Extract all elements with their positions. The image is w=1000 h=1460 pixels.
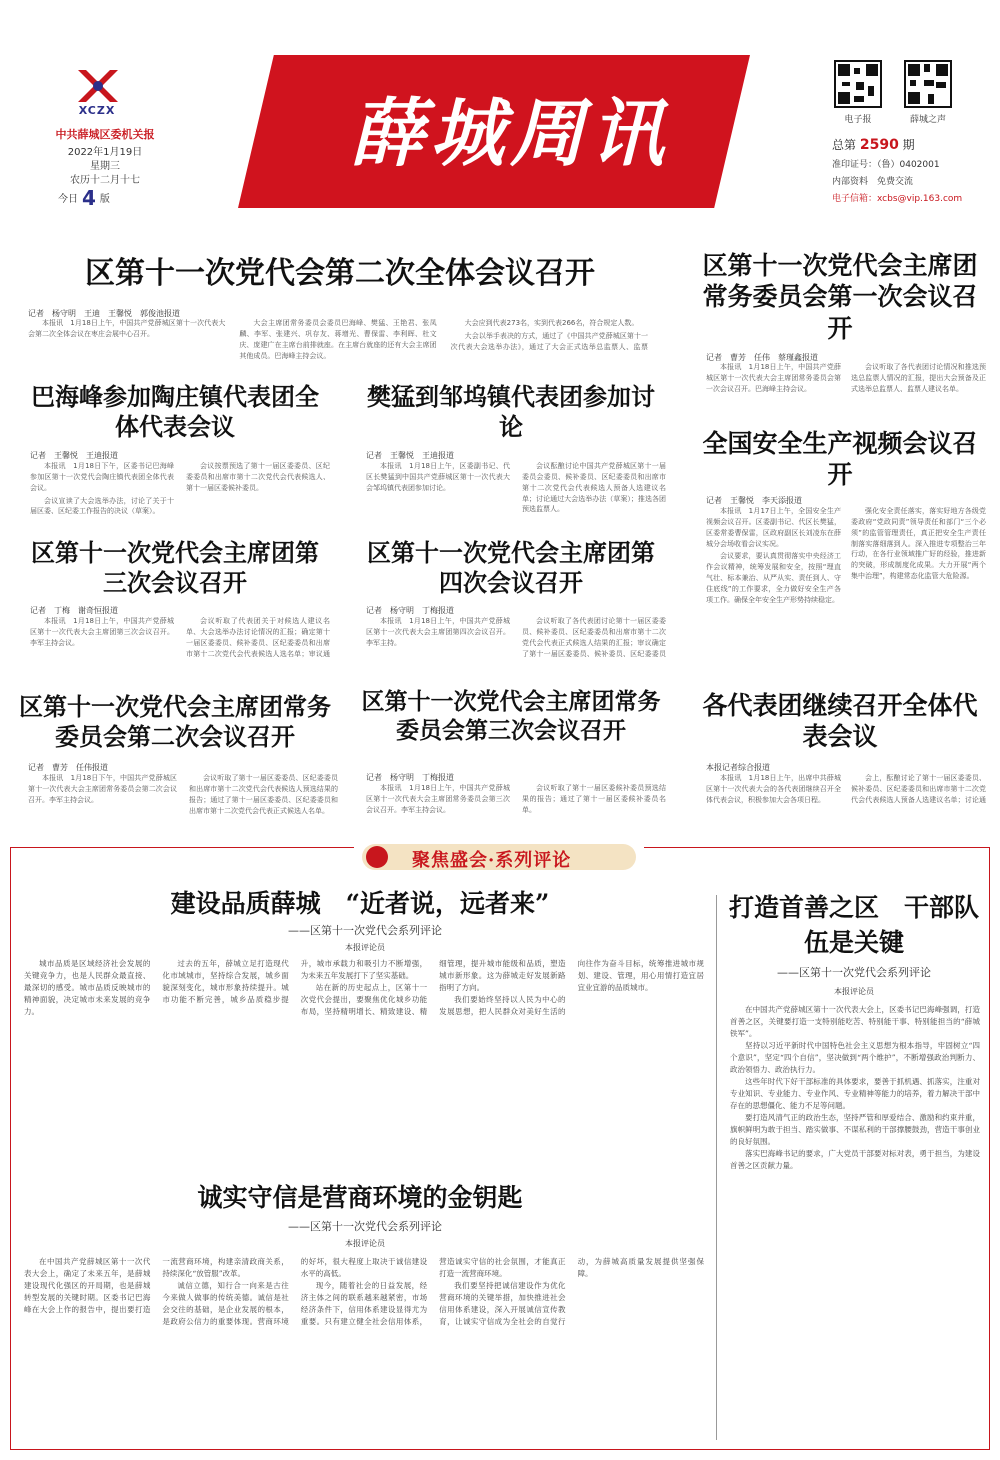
article-body: 本报讯 1月18日下午，区委书记巴海峰参加区第十一次党代会陶庄镇代表团全体代表会议。 会议宣读了大会选举办法，讨论了关于十届区委、区纪委工作报告的决议（草案）。 会议按票预选了第十一届区委委员、区纪委委员和出席市第十二次党代会代表候选人、第十一届区委候补委员。 [30, 462, 330, 516]
article-byline: 记者 王馨悦 李天添报道 [706, 496, 802, 505]
commentary-title: 打造首善之区 干部队伍是关键 [728, 893, 979, 957]
page-count: 今日 4 版 [58, 186, 110, 210]
article-title: 区第十一次党代会主席团第三次会议召开 [31, 538, 319, 597]
issue-weekday: 星期三 [90, 161, 120, 172]
commentary-title: 建设品质薛城 “近者说，远者来” [170, 889, 550, 918]
commentary-author: 本报评论员 [345, 1239, 385, 1248]
contact-email[interactable]: 电子信箱：xcbs@vip.163.com [832, 194, 963, 204]
article-title: 樊猛到邹坞镇代表团参加讨论 [367, 382, 655, 441]
article-byline: 记者 王馨悦 王迪报道 [30, 451, 118, 460]
lunar-date: 农历十二月十七 [70, 175, 140, 186]
article-title: 区第十一次党代会主席团常务委员会第三次会议召开 [361, 688, 661, 744]
qr-label-epaper: 电子报 [844, 115, 872, 125]
article-body: 本报讯 1月18日上午，中国共产党薛城区第十一次代表大会主席团第四次会议召开。李军主持。 会议听取了各代表团讨论第十一届区委委员、候补委员、区纪委委员和出席市第十二次党代会代表正式候选人结果的汇报；审议确定了第十一届区委委员、候补委员、区纪委委员 [366, 617, 666, 658]
article-body: 本报讯 1月18日上午，中国共产党薛城区第十一次代表大会主席团第三次会议召开。李军主持会议。 会议听取了代表团关于对候选人建议名单、大会选举办法讨论情况的汇报；确定第十一届区委委员、候补委员、区纪委委员和出席市第十二次党代会代表候选人选名单；审议通 [30, 617, 330, 658]
article-title: 巴海峰参加陶庄镇代表团全体代表会议 [31, 382, 319, 441]
issue-date: 2022年1月19日 [67, 147, 143, 158]
article-body: 本报讯 1月18日上午，出席中共薛城区第十一次代表大会的各代表团继续召开全体代表会议，积极参加大会各项日程。 会上，酝酿讨论了第十一届区委委员、候补委员、区纪委委员和出席市第十二次党代会代表候选人预备人选建议名单；讨论通 [706, 774, 986, 804]
article-body: 本报讯 1月18日上午，中国共产党薛城区第十一次代表大会主席团常务委员会第三次会议召开。李军主持会议。 会议听取了第十一届区委候补委员预选结果的报告；通过了第十一届区委候补委员名单。 [366, 784, 666, 814]
article-byline: 记者 杨守明 王迪 王馨悦 郭俊池报道 [28, 309, 180, 318]
article-title: 全国安全生产视频会议召开 [702, 429, 978, 490]
print-permit: 准印证号：（鲁）0402001 [832, 160, 940, 170]
article-body: 本报讯 1月18日上午，区委副书记、代区长樊猛到中国共产党薛城区第十一次代表大会邹坞镇代表团参加讨论。 会议酝酿讨论中国共产党薛城区第十一届委员会委员、候补委员、区纪委委员和出席市第十二次党代会代表候选人预备人选建议名单；讨论通过大会选举办法（草案）；推选各团预选监票人。 [366, 462, 666, 514]
commentary-body: 在中国共产党薛城区第十一次代表大会上，区委书记巴海峰强调，打造首善之区，关键要打造一支特别能吃苦、特别能干事、特别能担当的“薛城铁军”。 坚持以习近平新时代中国特色社会主义思想为根本指导，牢固树立“四个意识”，坚定“四个自信”，坚决做到“两个维护”，不断增强政治判断力、政治领悟力、政治执行力。 这些年时代下好干部标准的具体要求，要善于抓机遇、抓落实，注重对专业知识、专业能力、专业作风、专业精神等能力的培养，着力解决干部中存在的思想僵化、能力不足等问题。 要打造风清气正的政治生态，坚持严管和厚爱结合、激励和约束并重，旗帜鲜明为敢于担当、踏实做事、不谋私利的干部撑腰鼓劲，营造干事创业的良好氛围。 落实巴海峰书记的要求，广大党员干部要对标对表，勇于担当，为建设首善之区贡献力量。 [730, 1005, 980, 1170]
commentary-author: 本报评论员 [345, 943, 385, 952]
commentary-author: 本报评论员 [834, 987, 874, 996]
article-byline: 记者 杨守明 丁梅报道 [366, 773, 454, 782]
internal-note: 内部资料 免费交流 [832, 177, 914, 187]
qr-label-voice: 薛城之声 [909, 115, 946, 125]
article-byline: 记者 曹芳 任伟 蔡瑾鑫报道 [706, 353, 818, 362]
article-title: 区第十一次党代会主席团常务委员会第一次会议召开 [702, 251, 978, 343]
issue-number: 总第 2590 期 [832, 137, 915, 153]
publisher-org: 中共薛城区委机关报 [55, 128, 155, 141]
article-byline: 本报记者综合报道 [706, 763, 770, 772]
commentary-body: 在中国共产党薛城区第十一次代表大会上，确定了未来五年，是薛城建设现代化强区的开局期，也是薛城转型发展的关键时期。区委书记巴海峰在大会上作的报告中，提出要打造一流营商环境，构建亲清政商关系，持续深化“放管服”改革。 诚信立德，知行合一向来是古往今来做人做事的传统美德。诚信是社会交往的基础，是企业发展的根本，是政府公信力的重要体现。营商环境的好坏，很大程度上取决于诚信建设水平的高低。 现今，随着社会的日益发展，经济主体之间的联系越来越紧密，市场经济条件下，信用体系建设显得尤为重要。只有建立健全社会信用体系，营造诚实守信的社会氛围，才能真正打造一流营商环境。 我们要坚持把诚信建设作为优化营商环境的关键举措，加快推进社会信用体系建设，深入开展诚信宣传教育，让诚实守信成为全社会的自觉行动，为薛城高质量发展提供坚强保障。 [24, 1257, 704, 1326]
section-banner: 聚焦盛会·系列评论 [354, 840, 644, 874]
qr-code-epaper-icon[interactable] [834, 60, 882, 108]
commentary-subtitle: ——区第十一次党代会系列评论 [288, 1220, 442, 1233]
article-byline: 记者 王馨悦 王迪报道 [366, 451, 454, 460]
article-byline: 记者 丁梅 谢奇恒报道 [30, 606, 118, 615]
article-title: 各代表团继续召开全体代表会议 [702, 691, 978, 752]
commentary-title: 诚实守信是营商环境的金钥匙 [197, 1183, 523, 1212]
column-divider [716, 895, 717, 1440]
commentary-body: 城市品质是区域经济社会发展的关键竞争力，也是人民群众最直接、最深切的感受。城市品质反映城市的精神面貌，决定城市未来发展的竞争力。 过去的五年，薛城立足打造现代化市域城市，坚持综合发展，城乡面貌深刻变化，城市形象持续提升。城市功能不断完善，城乡品质稳步提升，城市承载力和吸引力不断增强，为未来五年发展打下了坚实基础。 站在新的历史起点上，区第十一次党代会提出，要聚焦优化城乡功能布局，坚持精明增长、精致建设、精细管理，提升城市能级和品质，塑造城市新形象。这为薛城走好发展新路指明了方向。 我们要始终坚持以人民为中心的发展思想，把人民群众对美好生活的向往作为奋斗目标，统筹推进城市规划、建设、管理，用心用情打造宜居宜业宜游的品质城市。 [24, 959, 704, 1016]
logo-text: XCZX [78, 104, 116, 117]
article-body: 本报讯 1月18日下午，中国共产党薛城区第十一次代表大会主席团常务委员会第二次会议召开。李军主持会议。 会议听取了第十一届区委委员、区纪委委员和出席市第十二次党代会代表候选人预选结果的报告；通过了第十一届区委委员、区纪委委员和出席市第十二次党代会代表正式候选人名单。 [28, 774, 338, 815]
newspaper-title: 薛城周讯 [350, 91, 670, 177]
article-title: 区第十一次党代会主席团第四次会议召开 [367, 538, 655, 597]
party-emblem-icon [366, 846, 388, 868]
article-title: 区第十一次党代会主席团常务委员会第二次会议召开 [19, 692, 331, 751]
article-body: 本报讯 1月17日上午，全国安全生产视频会议召开。区委副书记、代区长樊猛，区委常委曹保雷，区政府副区长刘凌东在薛城分会场收看会议实况。 会议要求，要认真贯彻落实中央经济工作会议精神，统筹发展和安全，按照“理直气壮、标本兼治、从严从实、责任到人、守住底线”的工作要求，全力做好安全生产各项工作。确保全年安全生产形势持续稳定。 强化安全责任落实，落实好地方各级党委政府“党政同责”领导责任和部门“三个必须”的监管管理责任，真正把安全生产责任制落实落细落到人。深入推进专项整治三年行动，在各行业领域推广好的经验，推进新的突破，形成制度化成果。大力开展“两个集中治理”，构建常态化监管大危险源。 [706, 507, 986, 604]
qr-code-voice-icon[interactable] [904, 60, 952, 108]
commentary-subtitle: ——区第十一次党代会系列评论 [288, 924, 442, 937]
article-body: 本报讯 1月18日上午，中国共产党薛城区第十一次代表大会第二次全体会议在枣庄会展中心召开。 大会主席团常务委员会委员巴海峰、樊猛、王艳君、张凤麟、李军、张建兴、巩存友、蒋增光、曹保雷、李利晖、杜文庆、庞建广在主席台前排就座。在主席台就座的还有大会主席团其他成员。巴海峰主持会议。 大会应到代表273名，实到代表266名，符合规定人数。 大会以举手表决的方式，通过了《中国共产党薛城区第十一次代表大会选举办法》，通过了大会正式选举总监票人、监票 [28, 319, 648, 360]
article-byline: 记者 杨守明 丁梅报道 [366, 606, 454, 615]
article-byline: 记者 曹芳 任伟报道 [28, 763, 108, 772]
article-body: 本报讯 1月18日上午，中国共产党薛城区第十一次代表大会主席团常务委员会第一次会议召开。巴海峰主持会议。 会议听取了各代表团讨论情况和推选预选总监票人情况的汇报，提出大会预备及正式选举总监票人、监票人建议名单。 [706, 363, 986, 393]
commentary-subtitle: ——区第十一次党代会系列评论 [777, 966, 931, 979]
article-title: 区第十一次党代会第二次全体会议召开 [85, 256, 595, 291]
newspaper-logo-icon [72, 66, 122, 106]
